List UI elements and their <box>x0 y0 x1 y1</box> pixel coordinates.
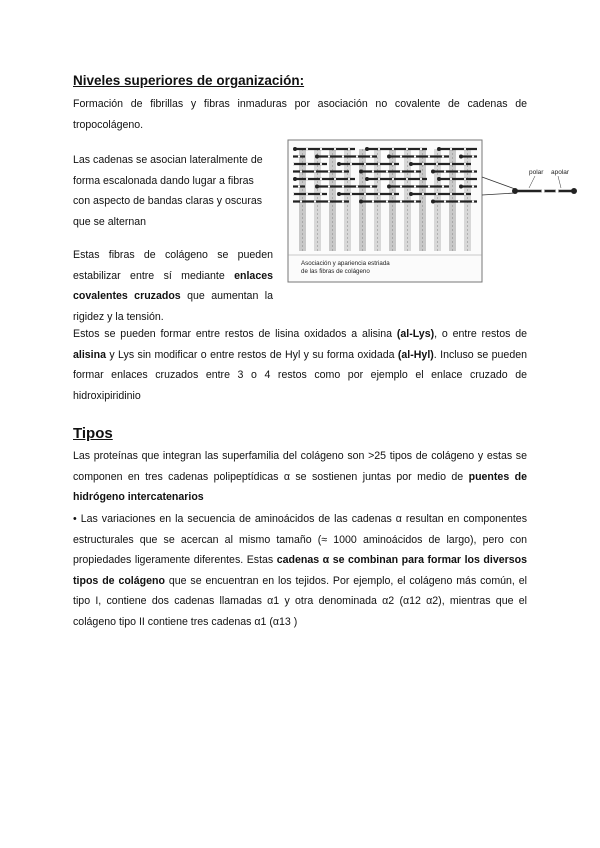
text-run: Las proteínas que integran las superfamilia del colágeno son >25 tipos de colágeno y estas se componen en tres cadenas polipeptídicas α se sostienen juntas por medio de <box>73 450 527 483</box>
bold-text-run: alisina <box>73 348 106 361</box>
segment-mark <box>300 200 302 202</box>
segment-mark <box>298 185 300 187</box>
collagen-fiber-figure <box>285 137 585 287</box>
segment-mark <box>386 170 388 172</box>
segment-mark <box>392 148 394 150</box>
pointer-line <box>482 193 515 195</box>
segment-mark <box>436 163 438 165</box>
segment-mark <box>306 178 308 180</box>
segment-mark <box>442 185 444 187</box>
segment-mark <box>406 178 408 180</box>
segment-head <box>387 155 391 159</box>
segment-mark <box>328 200 330 202</box>
segment-mark <box>406 148 408 150</box>
segment-mark <box>292 193 294 195</box>
segment-head <box>315 155 319 159</box>
segment-mark <box>444 170 446 172</box>
segment-mark <box>320 148 322 150</box>
segment-mark <box>356 155 358 157</box>
segment-mark <box>306 193 308 195</box>
segment-mark <box>450 193 452 195</box>
text-run: y Lys sin modificar o entre restos de Hyl y su forma oxidada <box>105 348 398 361</box>
segment-mark <box>472 185 474 187</box>
segment-mark <box>392 178 394 180</box>
segment-mark <box>356 185 358 187</box>
segment-mark <box>400 170 402 172</box>
molecule-end <box>571 188 577 194</box>
segment-head <box>315 185 319 189</box>
bullet-paragraph <box>73 509 527 633</box>
segment-mark <box>348 148 350 150</box>
segment-head <box>365 177 369 181</box>
segment-mark <box>450 148 452 150</box>
segment-mark <box>334 178 336 180</box>
segment-mark <box>348 178 350 180</box>
bold-text-run: (al-Hyl) <box>397 348 434 361</box>
bold-text-run: cadenas α se combinan para formar los diversos tipos de colágeno <box>73 554 527 587</box>
segment-mark <box>378 163 380 165</box>
segment-head <box>437 147 441 151</box>
text-run: que se encuentran en los tejidos. Por ejemplo, el colágeno más común, el tipo I, contiene dos cadenas llamadas α1 y otra denominada α2 (α12 α2), mientras que el colágeno tipo II contiene tres cadenas α1 (α13 ) <box>73 574 527 628</box>
segment-mark <box>306 148 308 150</box>
segment-mark <box>400 200 402 202</box>
bold-text-run: enlaces covalentes cruzados <box>73 269 273 303</box>
segment-mark <box>342 200 344 202</box>
segment-mark <box>464 163 466 165</box>
segment-mark <box>320 163 322 165</box>
segment-head <box>409 162 413 166</box>
side-paragraph-enlaces <box>73 245 273 327</box>
text-run: . Incluso se pueden formar enlaces cruzados entre 3 o 4 restos como por ejemplo el enlace cruzado de hidroxipiridinio <box>73 348 527 402</box>
section-heading-niveles: Niveles superiores de organización: <box>73 73 305 88</box>
segment-mark <box>458 200 460 202</box>
figure-caption-line2: de las fibras de colágeno <box>301 268 370 275</box>
segment-mark <box>328 155 330 157</box>
text-run: , o entre restos de <box>434 328 527 340</box>
segment-mark <box>350 163 352 165</box>
label-apolar: apolar <box>551 169 570 176</box>
segment-mark <box>464 178 466 180</box>
segment-mark <box>328 185 330 187</box>
segment-mark <box>342 185 344 187</box>
segment-mark <box>378 148 380 150</box>
segment-mark <box>400 185 402 187</box>
segment-head <box>337 192 341 196</box>
segment-head <box>359 200 363 204</box>
segment-mark <box>414 155 416 157</box>
segment-mark <box>342 170 344 172</box>
segment-mark <box>420 148 422 150</box>
segment-head <box>409 192 413 196</box>
segment-mark <box>422 163 424 165</box>
segment-mark <box>428 155 430 157</box>
text-run: Estas fibras de colágeno se pueden estabilizar entre sí mediante <box>73 249 273 282</box>
segment-head <box>431 170 435 174</box>
segment-mark <box>372 170 374 172</box>
segment-mark <box>314 170 316 172</box>
segment-mark <box>458 170 460 172</box>
text-run: que aumentan la rigidez y la tensión. <box>73 290 274 323</box>
text-run: • Las variaciones en la secuencia de aminoácidos de las cadenas α resultan en componentes estructurales que se acercan al mismo tamaño (≈ 1000 aminoácidos de largo), pero con propiedades ligeramente diferentes. Estas <box>73 513 527 567</box>
segment-mark <box>392 163 394 165</box>
segment-mark <box>350 193 352 195</box>
segment-mark <box>370 155 372 157</box>
segment-mark <box>300 170 302 172</box>
segment-head <box>459 185 463 189</box>
tipos-paragraph <box>73 446 527 508</box>
segment-head <box>359 170 363 174</box>
segment-mark <box>334 148 336 150</box>
segment-mark <box>342 155 344 157</box>
segment-mark <box>392 193 394 195</box>
segment-mark <box>292 163 294 165</box>
segment-mark <box>314 200 316 202</box>
segment-head <box>293 147 297 151</box>
segment-mark <box>450 178 452 180</box>
segment-mark <box>450 163 452 165</box>
figure-caption-line1: Asociación y apariencia estriada <box>301 260 390 267</box>
segment-mark <box>378 193 380 195</box>
segment-mark <box>378 178 380 180</box>
segment-mark <box>320 193 322 195</box>
segment-mark <box>372 200 374 202</box>
crosslink-paragraph <box>73 324 527 406</box>
segment-head <box>437 177 441 181</box>
segment-head <box>459 155 463 159</box>
segment-head <box>337 162 341 166</box>
section-heading-tipos: Tipos <box>73 425 113 442</box>
molecule-polar-head <box>512 188 518 194</box>
intro-paragraph: Formación de fibrillas y fibras inmaduras por asociación no covalente de cadenas de tropocolágeno. <box>73 98 527 131</box>
segment-mark <box>414 170 416 172</box>
segment-head <box>293 177 297 181</box>
segment-mark <box>442 155 444 157</box>
segment-mark <box>472 170 474 172</box>
segment-mark <box>444 200 446 202</box>
segment-mark <box>428 185 430 187</box>
segment-mark <box>306 163 308 165</box>
segment-mark <box>472 155 474 157</box>
segment-mark <box>464 193 466 195</box>
segment-mark <box>370 185 372 187</box>
segment-mark <box>364 193 366 195</box>
segment-head <box>365 147 369 151</box>
segment-head <box>387 185 391 189</box>
segment-mark <box>464 148 466 150</box>
striation-band <box>329 149 336 251</box>
segment-mark <box>320 178 322 180</box>
segment-mark <box>472 200 474 202</box>
segment-mark <box>386 200 388 202</box>
segment-mark <box>414 185 416 187</box>
segment-mark <box>400 155 402 157</box>
side-paragraph-asociacion: Las cadenas se asocian lateralmente de forma escalonada dando lugar a fibras con aspecto de bandas claras y oscuras que se alternan <box>73 154 263 228</box>
segment-mark <box>364 163 366 165</box>
segment-mark <box>422 193 424 195</box>
label-polar: polar <box>529 169 544 176</box>
bold-text-run: (al-Lys) <box>396 328 435 340</box>
segment-mark <box>420 178 422 180</box>
pointer-line <box>482 177 515 189</box>
segment-mark <box>414 200 416 202</box>
segment-head <box>431 200 435 204</box>
segment-mark <box>328 170 330 172</box>
segment-mark <box>436 193 438 195</box>
bold-text-run: puentes de hidrógeno intercatenarios <box>73 470 527 504</box>
segment-mark <box>298 155 300 157</box>
text-run: Estos se pueden formar entre restos de lisina oxidados a alisina <box>73 328 397 340</box>
